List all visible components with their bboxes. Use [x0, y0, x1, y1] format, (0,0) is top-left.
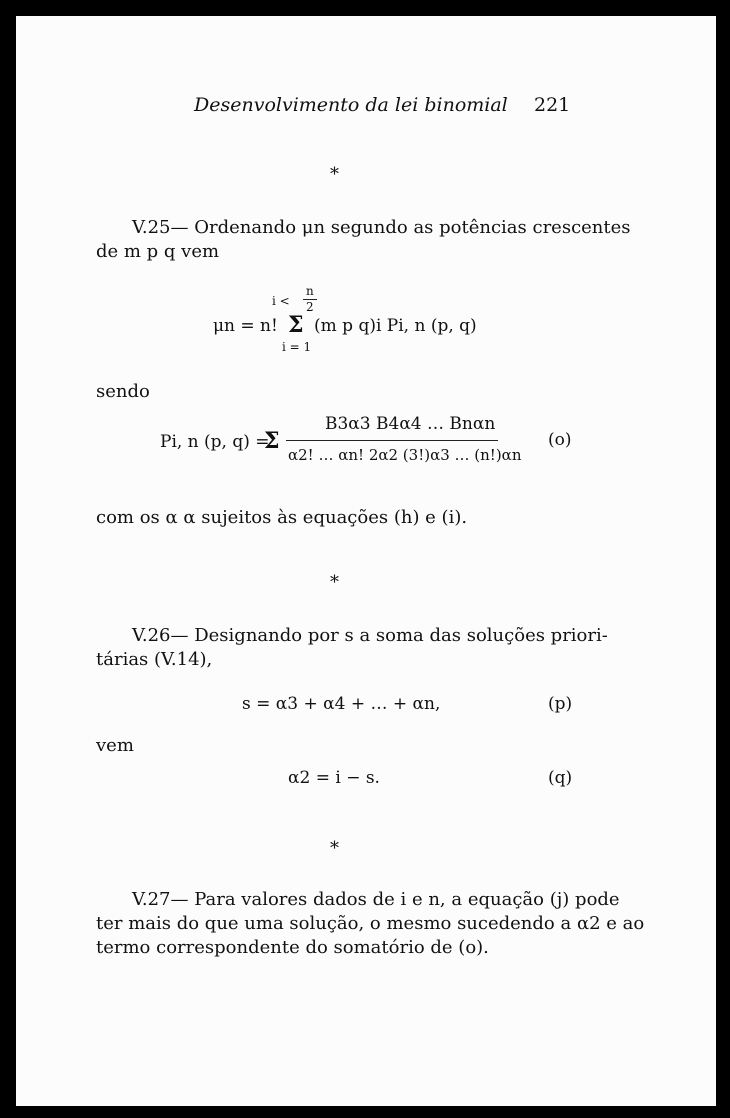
mu-lhs: μn = n! — [213, 316, 278, 336]
running-header-title: Desenvolvimento da lei binomial — [194, 94, 508, 116]
section-separator: * — [330, 164, 339, 185]
v25-line-2: de m p q vem — [96, 241, 220, 262]
vem-word: vem — [96, 735, 134, 756]
v27-line-2: ter mais do que uma solução, o mesmo sucedendo a α2 e ao — [96, 913, 645, 934]
v25-number: V.25 — [132, 217, 171, 238]
p-fraction-bar — [286, 440, 498, 441]
mu-rhs: (m p q)i Pi, n (p, q) — [314, 316, 477, 336]
v26-dash: — — [170, 625, 189, 646]
v26-line-1 — [132, 624, 608, 648]
eq-label-o: (o) — [548, 430, 572, 450]
sum-upper-limit-n: n — [306, 284, 314, 298]
v25-line-1 — [132, 216, 631, 240]
v26-number: V.26 — [132, 625, 171, 646]
eq-label-q: (q) — [548, 768, 573, 788]
sum-upper-limit-i: i < — [272, 294, 290, 308]
sum-upper-limit-2: 2 — [306, 300, 314, 314]
page-number: 221 — [534, 94, 571, 116]
page — [16, 16, 716, 1106]
eq-alpha2: α2 = i − s. — [288, 768, 380, 788]
sum-sign: Σ — [288, 312, 304, 338]
v27-text: Para valores dados de i e n, a equação (j) pode — [194, 889, 620, 910]
section-separator: * — [330, 838, 339, 859]
p-numerator: B3α3 B4α4 … Bnαn — [325, 414, 496, 434]
sendo-word: sendo — [96, 381, 150, 402]
v26-line-2: tárias (V.14), — [96, 649, 213, 670]
v25-closing: com os α α sujeitos às equações (h) e (i). — [96, 507, 468, 528]
eq-s: s = α3 + α4 + … + αn, — [242, 694, 441, 714]
sum-lower-limit: i = 1 — [282, 340, 312, 354]
p-denominator: α2! … αn! 2α2 (3!)α3 … (n!)αn — [288, 446, 522, 464]
v25-text: Ordenando μn segundo as potências crescentes — [194, 217, 631, 238]
p-sum-sign: Σ — [264, 428, 280, 454]
v26-text: Designando por s a soma das soluções priori- — [194, 625, 608, 646]
v27-dash: — — [170, 889, 189, 910]
eq-label-p: (p) — [548, 694, 573, 714]
p-lhs: Pi, n (p, q) = — [160, 432, 270, 452]
section-separator: * — [330, 572, 339, 593]
v27-line-3: termo correspondente do somatório de (o). — [96, 937, 489, 958]
v27-number: V.27 — [132, 889, 171, 910]
v27-line-1 — [132, 888, 620, 912]
v25-dash: — — [170, 217, 189, 238]
